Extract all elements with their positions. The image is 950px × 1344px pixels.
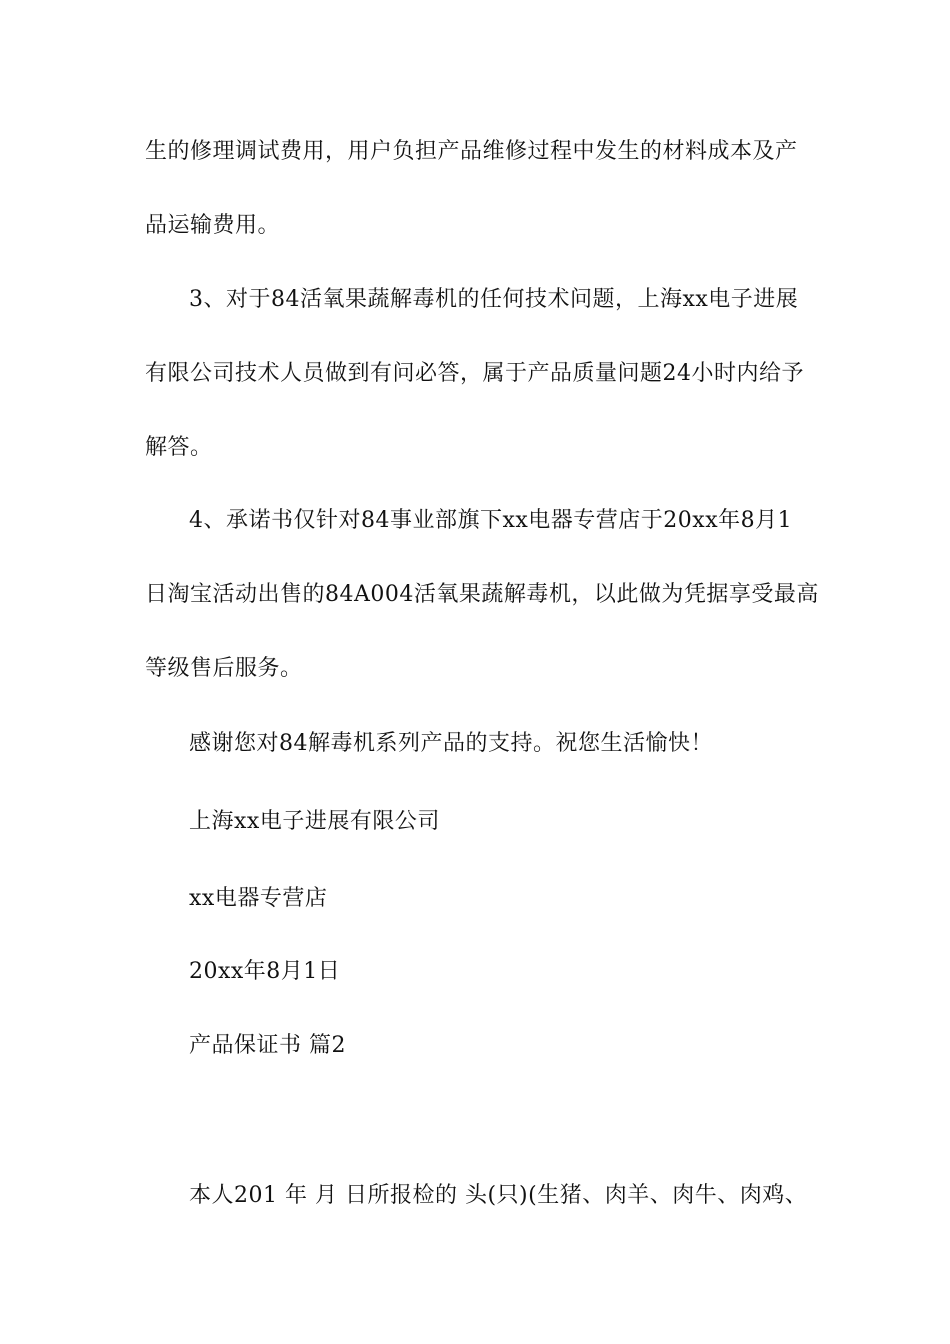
paragraph-1-line-2: 品运输费用。 xyxy=(145,213,281,238)
paragraph-3-line-3: 等级售后服务。 xyxy=(145,656,303,681)
closing-date: 20xx年8月1日 xyxy=(189,959,341,984)
closing-store: xx电器专营店 xyxy=(189,886,328,911)
paragraph-2-line-1: 3、对于84活氧果蔬解毒机的任何技术问题，上海xx电子进展 xyxy=(189,287,799,312)
paragraph-3-line-1: 4、承诺书仅针对84事业部旗下xx电器专营店于20xx年8月1 xyxy=(189,508,793,533)
paragraph-3-line-2: 日淘宝活动出售的84A004活氧果蔬解毒机，以此做为凭据享受最高 xyxy=(145,582,819,607)
paragraph-2-line-3: 解答。 xyxy=(145,435,213,460)
paragraph-1-line-1: 生的修理调试费用，用户负担产品维修过程中发生的材料成本及产 xyxy=(145,139,798,164)
closing-company: 上海xx电子进展有限公司 xyxy=(189,809,440,834)
next-paragraph-line-1: 本人201 年 月 日所报检的 头(只)(生猪、肉羊、肉牛、肉鸡、 xyxy=(189,1183,808,1208)
paragraph-2-line-2: 有限公司技术人员做到有问必答，属于产品质量问题24小时内给予 xyxy=(145,361,804,386)
closing-thanks: 感谢您对84解毒机系列产品的支持。祝您生活愉快！ xyxy=(189,731,713,756)
section-title: 产品保证书 篇2 xyxy=(189,1033,346,1058)
